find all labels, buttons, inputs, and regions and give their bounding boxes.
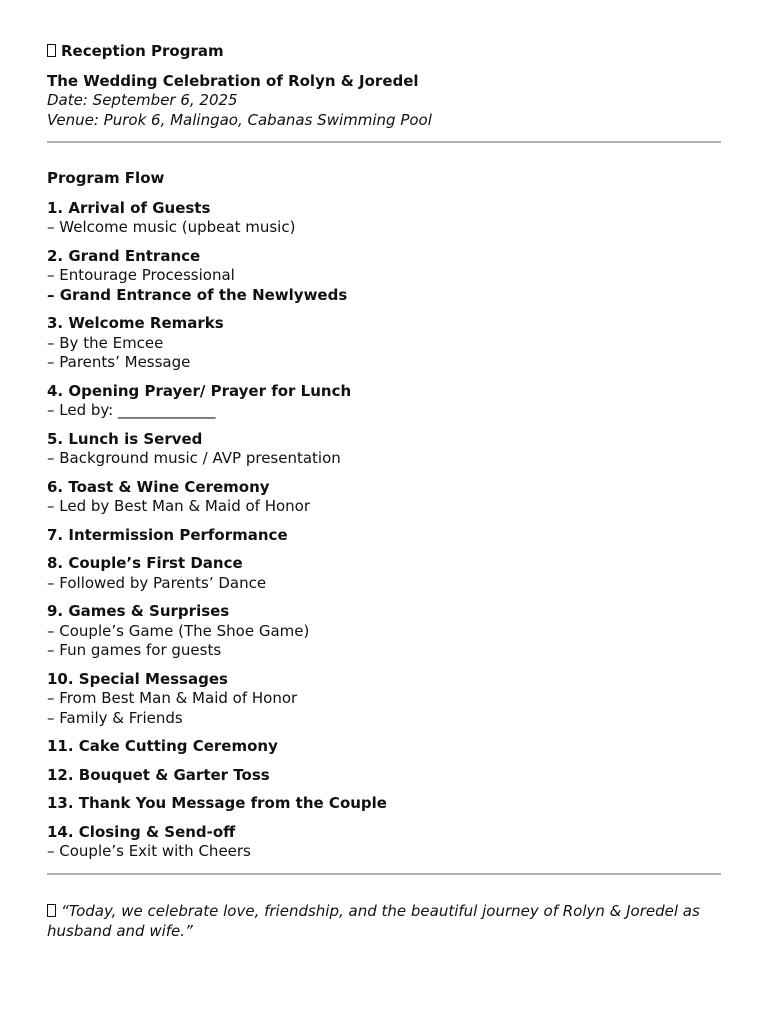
program-item (47, 766, 721, 786)
program-item (47, 737, 721, 757)
closing-quote-text: “Today, we celebrate love, friendship, and the beautiful journey of Rolyn & Joredel as husband and wife.” (47, 901, 700, 940)
program-item-detail: – Couple’s Exit with Cheers (47, 842, 251, 860)
program-item-detail: – Background music / AVP presentation (47, 449, 341, 467)
program-item-title: 8. Couple’s First Dance (47, 554, 243, 572)
program-item (47, 602, 721, 661)
program-item-detail: – Fun games for guests (47, 641, 222, 659)
program-item (47, 382, 721, 421)
program-item-detail: – Parents’ Message (47, 353, 191, 371)
program-item-title: 12. Bouquet & Garter Toss (47, 765, 270, 784)
program-item-detail: – Led by Best Man & Maid of Honor (47, 497, 311, 515)
program-list (47, 199, 721, 862)
document-title-text: Reception Program (61, 42, 224, 60)
program-item-detail: – Family & Friends (47, 708, 183, 727)
sparkle-icon (47, 904, 56, 917)
program-item (47, 430, 721, 469)
program-item-title: 14. Closing & Send-off (47, 822, 236, 841)
program-item (47, 554, 721, 593)
calendar-icon (47, 44, 56, 57)
program-item (47, 478, 721, 517)
program-item-title: 5. Lunch is Served (47, 429, 203, 448)
program-item (47, 526, 721, 546)
program-item-detail: – Grand Entrance of the Newlyweds (47, 285, 348, 304)
program-item-title: 6. Toast & Wine Ceremony (47, 477, 270, 496)
program-item-title: 1. Arrival of Guests (47, 198, 211, 217)
program-item-detail: – Led by: _____________ (47, 401, 216, 419)
program-item (47, 670, 721, 729)
document-title (47, 42, 721, 62)
program-item-title: 9. Games & Surprises (47, 602, 230, 620)
top-divider (47, 141, 721, 143)
program-item-title: 7. Intermission Performance (47, 525, 288, 544)
program-item-detail: – Welcome music (upbeat music) (47, 218, 296, 236)
program-item-detail: – By the Emcee (47, 333, 164, 352)
closing-quote (47, 901, 721, 941)
program-item-title: 4. Opening Prayer/ Prayer for Lunch (47, 381, 352, 400)
program-item-title: 13. Thank You Message from the Couple (47, 794, 387, 812)
program-item (47, 247, 721, 306)
program-item (47, 794, 721, 814)
program-item (47, 314, 721, 373)
event-title: The Wedding Celebration of Rolyn & Joredel (47, 71, 419, 90)
program-item-detail: – Followed by Parents’ Dance (47, 573, 267, 592)
program-item-title: 11. Cake Cutting Ceremony (47, 737, 278, 755)
event-date: Date: September 6, 2025 (47, 91, 238, 109)
program-item-detail: – From Best Man & Maid of Honor (47, 689, 298, 707)
event-venue: Venue: Purok 6, Malingao, Cabanas Swimming Pool (47, 110, 432, 129)
program-item (47, 199, 721, 238)
program-item-detail: – Entourage Processional (47, 266, 235, 284)
program-flow-heading: Program Flow (47, 169, 165, 187)
bottom-divider (47, 873, 721, 875)
program-item-title: 3. Welcome Remarks (47, 314, 224, 332)
program-item (47, 823, 721, 862)
program-item-title: 2. Grand Entrance (47, 246, 201, 265)
program-item-title: 10. Special Messages (47, 669, 228, 688)
program-item-detail: – Couple’s Game (The Shoe Game) (47, 621, 310, 640)
